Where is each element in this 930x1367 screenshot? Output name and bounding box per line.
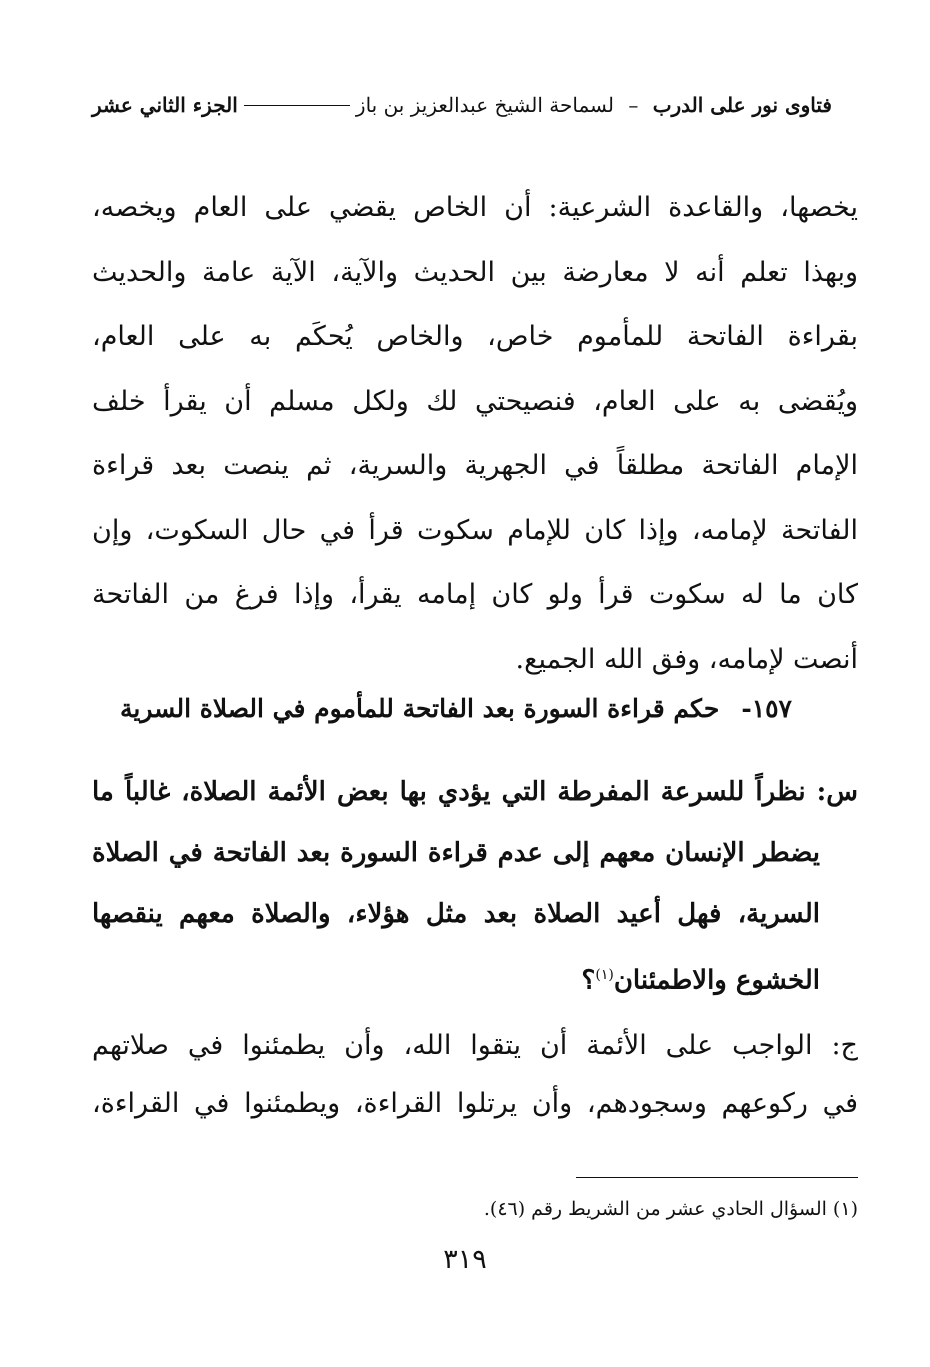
question-block xyxy=(92,762,858,1012)
question-line: الخشوع والاطمئنان xyxy=(613,965,820,996)
volume-label: الجزء الثاني عشر xyxy=(92,93,238,117)
body-line: يخصها، والقاعدة الشرعية: أن الخاص يقضي على العام ويخصه، xyxy=(92,192,858,223)
body-line: بقراءة الفاتحة للمأموم خاص، والخاص يُحكَم به على العام، xyxy=(92,321,858,352)
footnote-divider xyxy=(576,1177,858,1178)
section-title: حكم قراءة السورة بعد الفاتحة للمأموم في الصلاة السرية xyxy=(120,694,720,723)
body-line: الإمام الفاتحة مطلقاً في الجهرية والسرية، ثم ينصت بعد قراءة xyxy=(92,450,858,481)
answer-block xyxy=(92,1017,858,1133)
header-title-group xyxy=(356,93,832,117)
footnote-reference[interactable]: (١) xyxy=(595,967,614,983)
body-line: أنصت لإمامه، وفق الله الجميع. xyxy=(515,643,858,675)
body-line: كان ما له سكوت قرأ ولو كان إمامه يقرأ، وإذا فرغ من الفاتحة xyxy=(92,579,858,610)
question-mark: ؟ xyxy=(581,965,596,996)
book-title: فتاوى نور على الدرب xyxy=(652,93,832,117)
question-line: السرية، فهل أعيد الصلاة بعد مثل هؤلاء، والصلاة معهم ينقصها xyxy=(92,899,820,929)
answer-line: في ركوعهم وسجودهم، وأن يرتلوا القراءة، ويطمئنوا في القراءة، xyxy=(92,1088,858,1119)
question-line: س: نظراً للسرعة المفرطة التي يؤدي بها بعض الأئمة الصلاة، غالباً ما xyxy=(92,777,859,807)
body-line: الفاتحة لإمامه، وإذا كان للإمام سكوت قرأ في حال السكوت، وإن xyxy=(92,514,858,546)
section-heading xyxy=(92,694,792,723)
body-paragraph xyxy=(92,176,858,692)
page-number: ٣١٩ xyxy=(443,1244,487,1275)
running-header xyxy=(92,88,832,122)
answer-line: ج: الواجب على الأئمة أن يتقوا الله، وأن يطمئنوا في صلاتهم xyxy=(92,1030,858,1061)
header-dash: – xyxy=(628,93,639,117)
footnote: (١) السؤال الحادي عشر من الشريط رقم (٤٦). xyxy=(483,1198,858,1220)
author-name: لسماحة الشيخ عبدالعزيز بن باز xyxy=(355,93,614,117)
body-line: ويُقضى به على العام، فنصيحتي لك ولكل مسلم أن يقرأ خلف xyxy=(92,385,858,417)
header-rule xyxy=(244,105,350,106)
section-number: ١٥٧- xyxy=(741,694,792,723)
question-line: يضطر الإنسان معهم إلى عدم قراءة السورة بعد الفاتحة في الصلاة xyxy=(92,838,820,868)
body-line: وبهذا تعلم أنه لا معارضة بين الحديث والآية، الآية عامة والحديث xyxy=(92,256,858,288)
question-last-line xyxy=(92,945,820,1012)
